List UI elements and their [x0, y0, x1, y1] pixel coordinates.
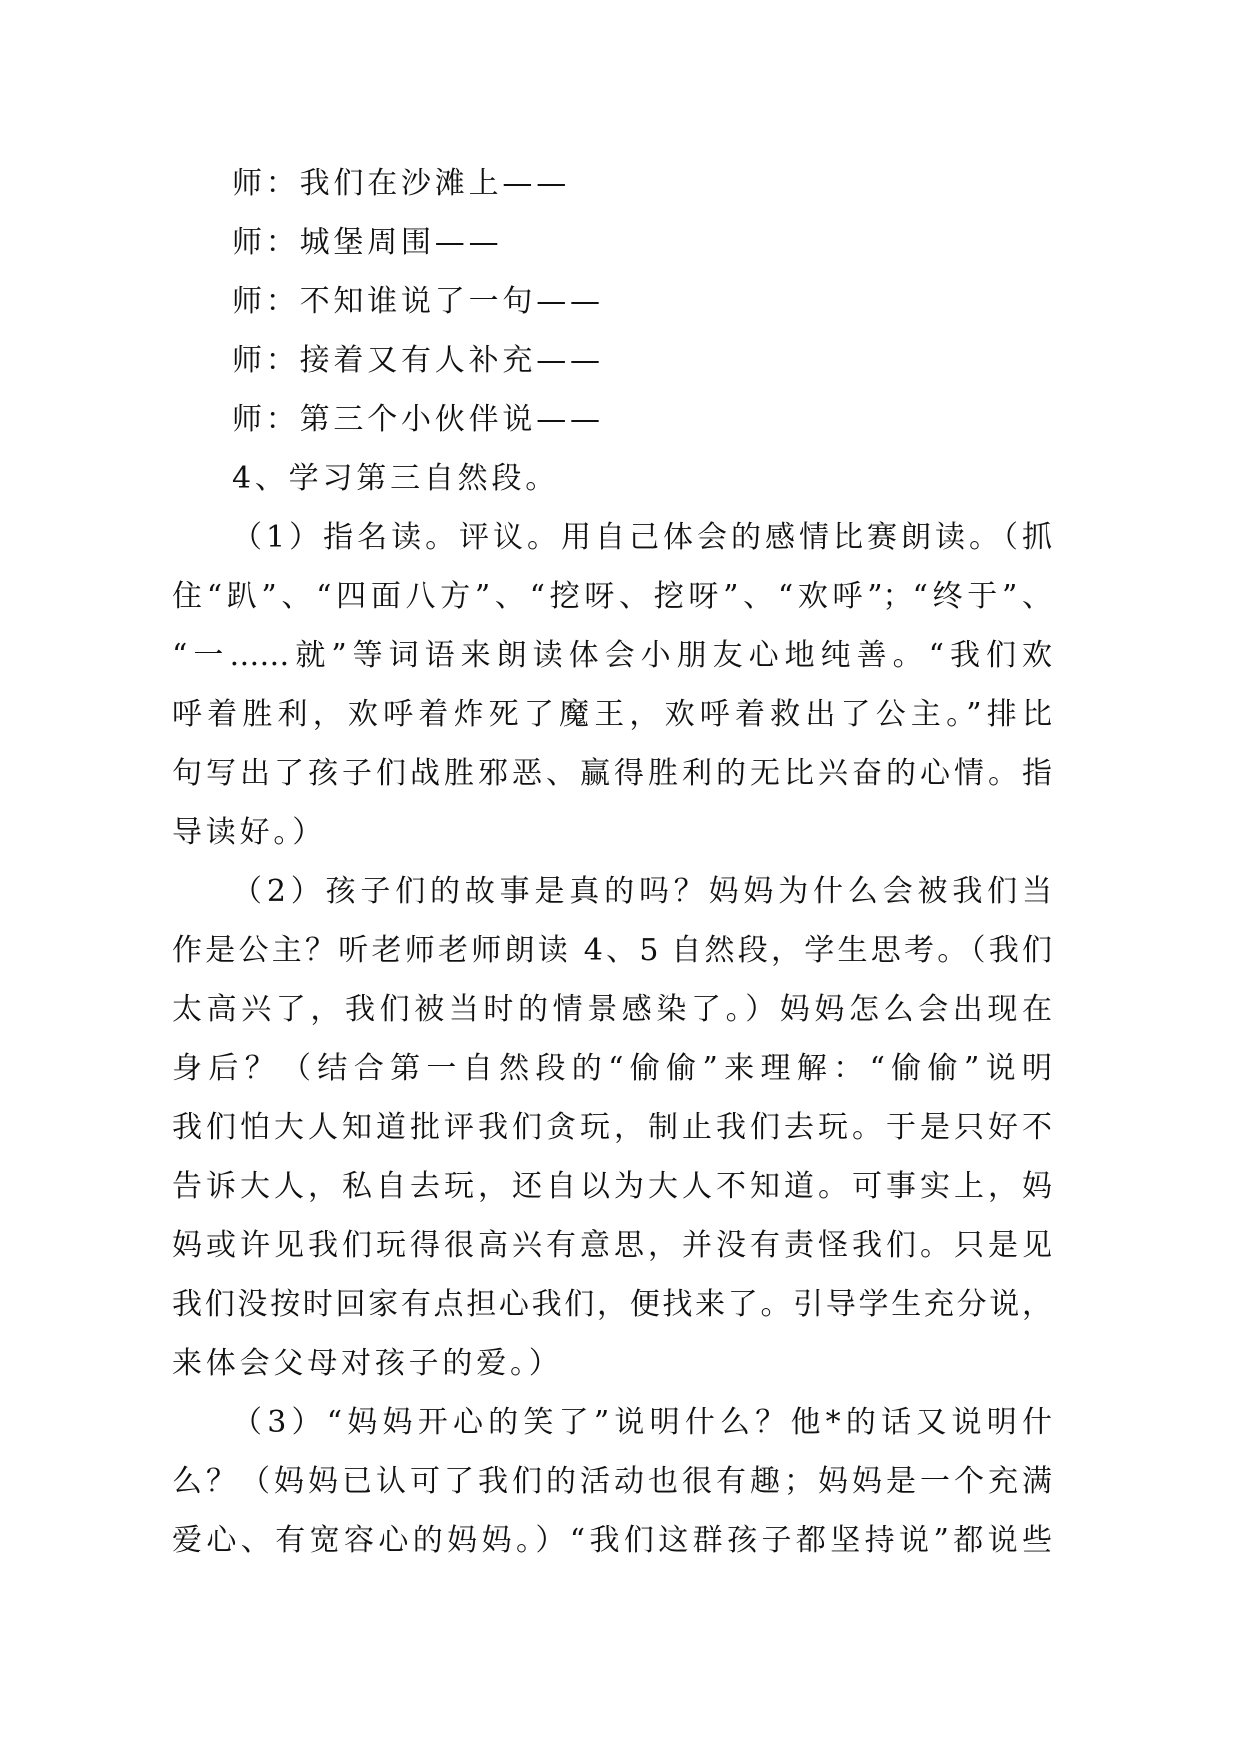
paragraph-line: 爱心、有宽容心的妈妈。）“我们这群孩子都坚持说”都说些 — [172, 1523, 1052, 1558]
dialogue-line: 师：我们在沙滩上—— — [232, 166, 570, 201]
paragraph-line: 告诉大人，私自去玩，还自以为大人不知道。可事实上，妈 — [172, 1169, 1052, 1204]
dialogue-line: 师：不知谁说了一句—— — [232, 284, 604, 319]
dialogue-line: 师：城堡周围—— — [232, 225, 503, 260]
paragraph-line: （2）孩子们的故事是真的吗？妈妈为什么会被我们当 — [232, 874, 1052, 909]
paragraph-line: （3）“妈妈开心的笑了”说明什么？他*的话又说明什 — [232, 1405, 1052, 1440]
paragraph-3 — [172, 1393, 1052, 1570]
paragraph-line: 呼着胜利，欢呼着炸死了魔王，欢呼着救出了公主。”排比 — [172, 697, 1052, 732]
paragraph-line: 太高兴了，我们被当时的情景感染了。）妈妈怎么会出现在 — [172, 992, 1052, 1027]
paragraph-line: 我们怕大人知道批评我们贪玩，制止我们去玩。于是只好不 — [172, 1110, 1052, 1145]
paragraph-line: 我们没按时回家有点担心我们，便找来了。引导学生充分说， — [172, 1287, 1052, 1322]
paragraph-line: 么？（妈妈已认可了我们的活动也很有趣；妈妈是一个充满 — [172, 1464, 1052, 1499]
paragraph-line: 身后？（结合第一自然段的“偷偷”来理解：“偷偷”说明 — [172, 1051, 1052, 1086]
dialogue-line: 师：第三个小伙伴说—— — [232, 402, 604, 437]
paragraph-line: 作是公主？听老师老师朗读 4、5 自然段，学生思考。（我们 — [172, 933, 1052, 968]
paragraph-line: 句写出了孩子们战胜邪恶、赢得胜利的无比兴奋的心情。指 — [172, 756, 1052, 791]
section-heading: 4、学习第三自然段。 — [232, 461, 560, 496]
dialogue-line: 师：接着又有人补充—— — [232, 343, 604, 378]
document-body — [172, 154, 1052, 1570]
paragraph-line: 住“趴”、“四面八方”、“挖呀、挖呀”、“欢呼”；“终于”、 — [172, 579, 1052, 614]
paragraph-line: 妈或许见我们玩得很高兴有意思，并没有责怪我们。只是见 — [172, 1228, 1052, 1263]
paragraph-line: 来体会父母对孩子的爱。） — [172, 1346, 563, 1381]
paragraph-line: “一……就”等词语来朗读体会小朋友心地纯善。“我们欢 — [172, 638, 1052, 673]
paragraph-line: （1）指名读。评议。用自己体会的感情比赛朗读。（抓 — [232, 520, 1052, 555]
paragraph-line: 导读好。） — [172, 815, 326, 850]
paragraph-2 — [172, 862, 1052, 1393]
dialogue-block — [172, 154, 1052, 449]
paragraph-1 — [172, 508, 1052, 862]
